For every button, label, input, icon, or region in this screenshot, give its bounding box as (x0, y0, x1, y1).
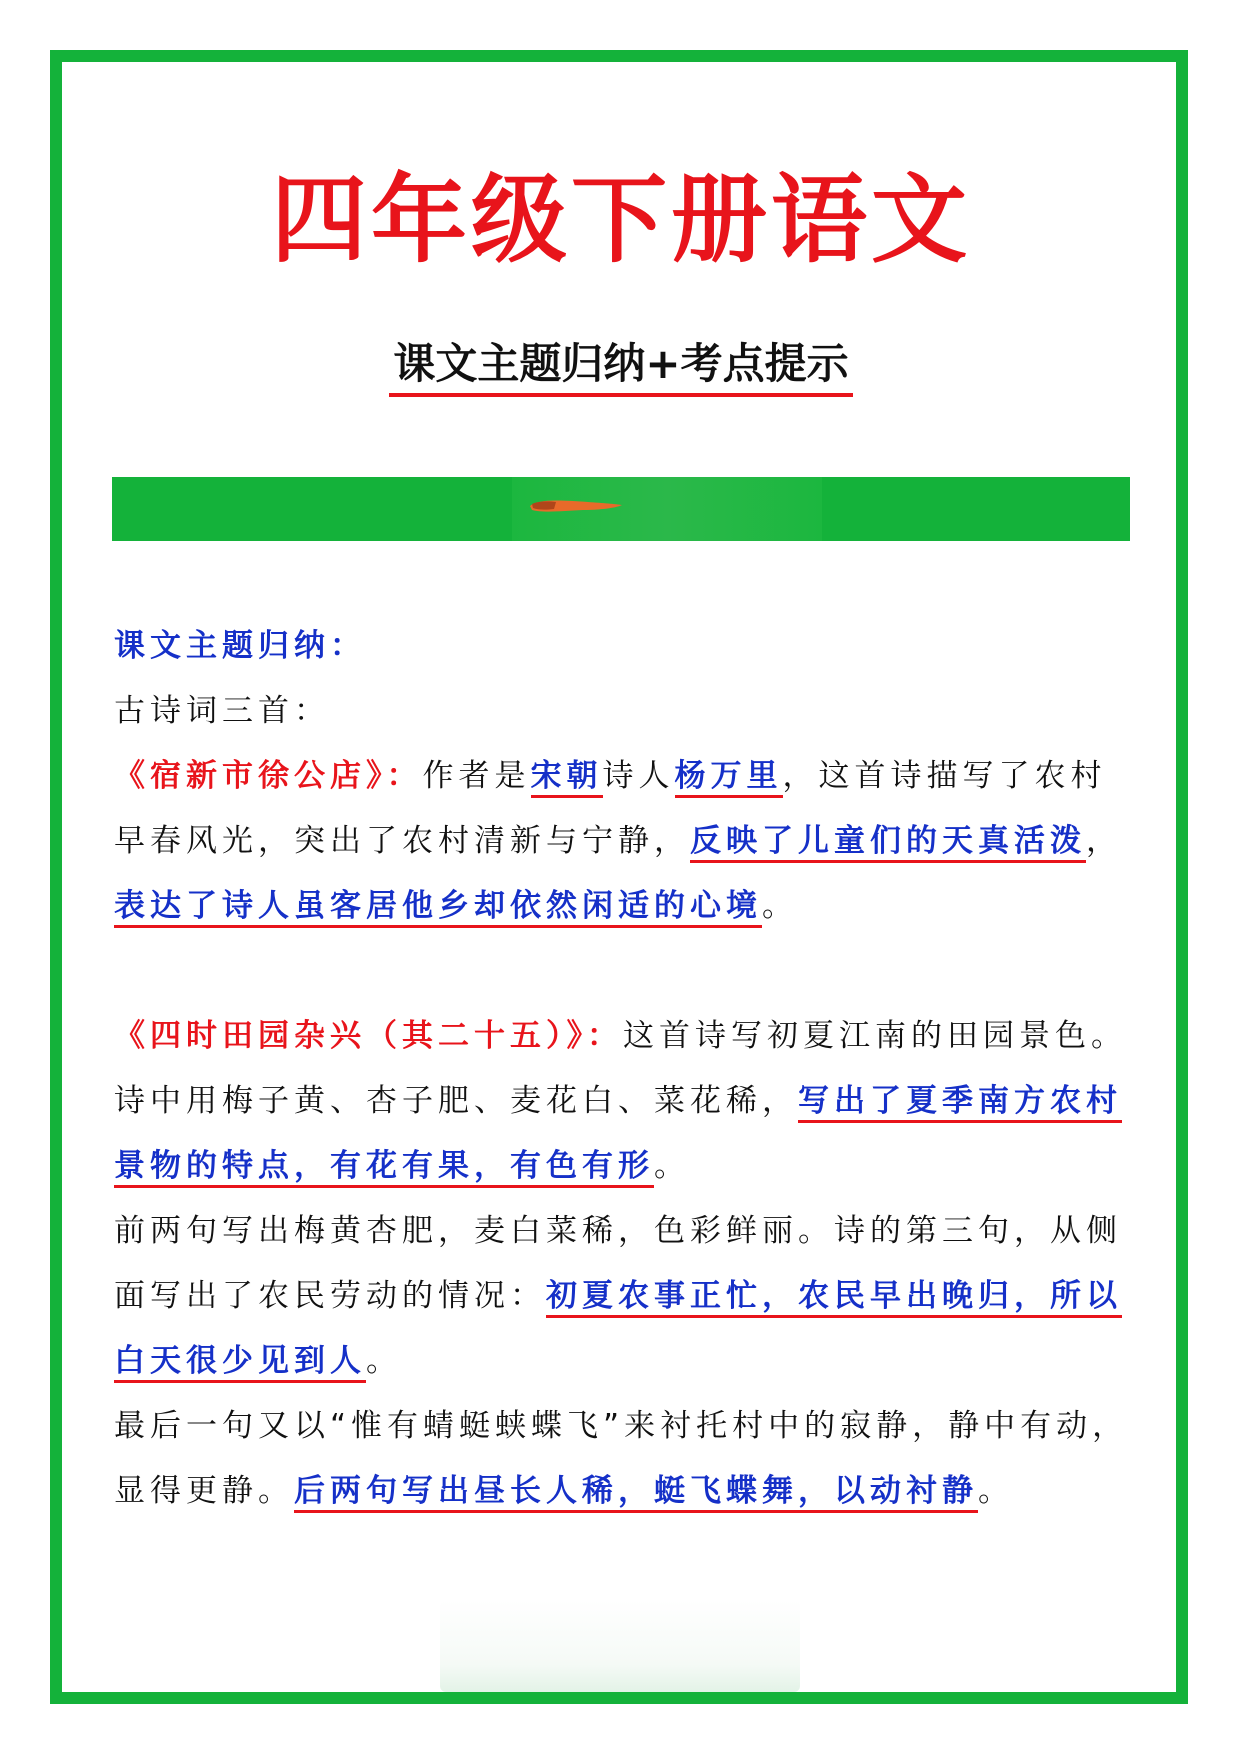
poem1-text: 诗人 (602, 758, 675, 794)
poem2-line-2 (114, 1069, 1130, 1134)
poem2-keypoint: 后两句写出昼长人稀，蜓飞蝶舞，以动衬静 (294, 1473, 978, 1513)
paragraph-gap (114, 939, 1130, 1004)
poem1-keypoint: 表达了诗人虽客居他乡却依然闲适的心境 (114, 888, 762, 928)
poem2-text: 面写出了农民劳动的情况： (114, 1278, 546, 1314)
poem2-text: 前两句写出梅黄杏肥，麦白菜稀，色彩鲜丽。诗的第三句，从侧 (114, 1213, 1122, 1249)
poem2-line-4 (114, 1199, 1130, 1264)
poem1-title: 《宿新市徐公店》： (114, 758, 423, 794)
poem2-text: 。 (366, 1343, 402, 1379)
section-heading-line (114, 614, 1130, 679)
poem2-text: 最后一句又以“惟有蜻蜓蛱蝶飞”来衬托村中的寂静，静中有动， (114, 1408, 1129, 1444)
poem2-keypoint: 景物的特点，有花有果，有色有形 (114, 1148, 654, 1188)
poem2-line-6 (114, 1329, 1130, 1394)
brush-stroke-decoration (528, 497, 624, 515)
poem2-text: 诗中用梅子黄、杏子肥、麦花白、菜花稀， (114, 1083, 798, 1119)
poem1-text: 早春风光，突出了农村清新与宁静， (114, 823, 690, 859)
poem1-text: 作者是 (422, 758, 531, 794)
poem2-line-7 (114, 1394, 1130, 1459)
poem1-text: ，这首诗描写了农村 (782, 758, 1107, 794)
poem1-line-2 (114, 809, 1130, 874)
poem2-line-1 (114, 1004, 1130, 1069)
article-content (114, 614, 1130, 1524)
poem1-line-3 (114, 874, 1130, 939)
poem2-keypoint: 白天很少见到人 (114, 1343, 366, 1383)
poem2-line-8 (114, 1459, 1130, 1524)
poem2-text: 。 (978, 1473, 1014, 1509)
poem2-keypoint: 写出了夏季南方农村 (798, 1083, 1122, 1123)
poem1-text: 。 (762, 888, 798, 924)
group-heading-line (114, 679, 1130, 744)
poem1-dynasty: 宋朝 (531, 758, 603, 798)
poem2-text: 这首诗写初夏江南的田园景色。 (623, 1018, 1127, 1054)
poem2-title: 《四时田园杂兴（其二十五）》： (114, 1018, 623, 1054)
poem1-text: ， (1086, 823, 1122, 859)
subtitle-container (0, 338, 1242, 397)
group-heading: 古诗词三首： (114, 693, 330, 729)
page-subtitle: 课文主题归纳+考点提示 (389, 338, 852, 397)
poem1-keypoint: 反映了儿童们的天真活泼 (690, 823, 1086, 863)
poem2-line-3 (114, 1134, 1130, 1199)
poem2-line-5 (114, 1264, 1130, 1329)
section-heading: 课文主题归纳： (114, 628, 366, 664)
poem2-keypoint: 初夏农事正忙，农民早出晚归，所以 (546, 1278, 1122, 1318)
poem1-poet: 杨万里 (675, 758, 783, 798)
poem2-text: 显得更静。 (114, 1473, 294, 1509)
page-title: 四年级下册语文 (271, 164, 971, 276)
poem1-line-1 (114, 744, 1130, 809)
poem2-text: 。 (654, 1148, 690, 1184)
bottom-decoration (440, 1600, 800, 1692)
